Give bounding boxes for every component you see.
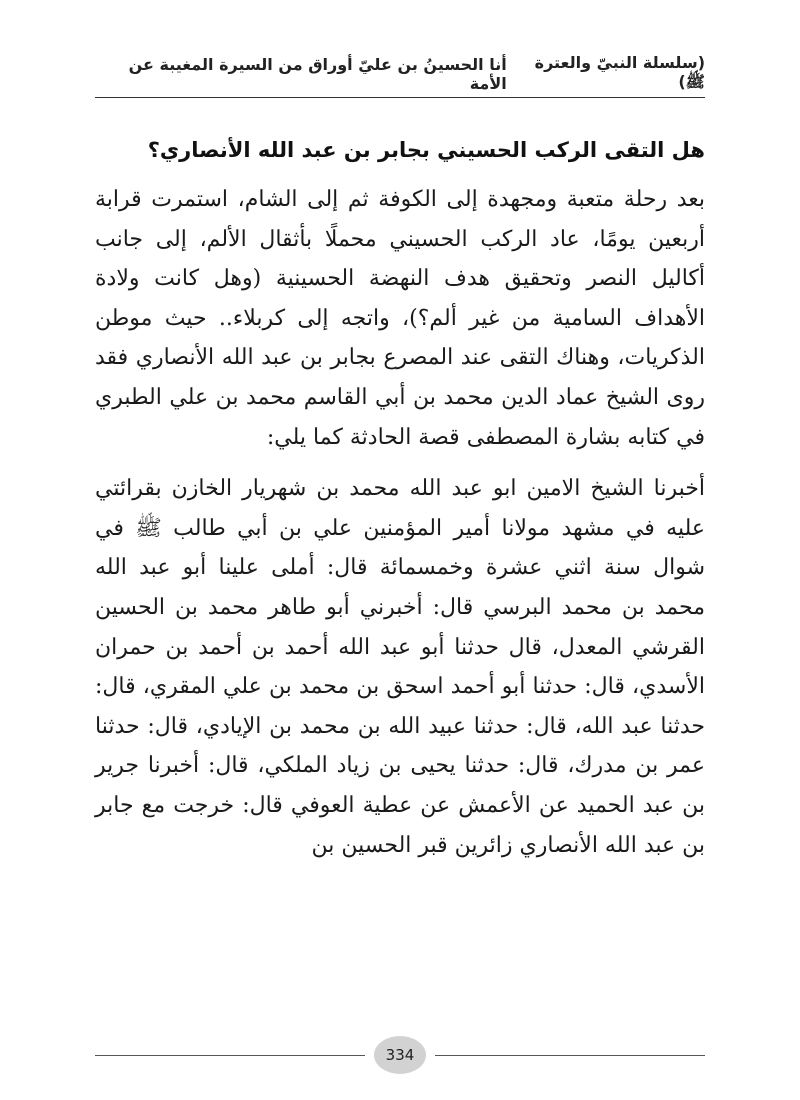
- header-divider: [95, 97, 705, 98]
- paragraph: بعد رحلة متعبة ومجهدة إلى الكوفة ثم إلى الشام، استمرت قرابة أربعين يومًا، عاد الركب الحسيني محملًا بأثقال الألم، إلى جانب أكاليل النصر وتحقيق هدف النهضة الحسينية (وهل كانت ولادة الأهداف السامية من غير ألم؟)، واتجه إلى كربلاء.. حيث موطن الذكريات، وهناك التقى عند المصرع بجابر بن عبد الله الأنصاري فقد روى الشيخ عماد الدين محمد بن أبي القاسم محمد بن علي الطبري في كتابه بشارة المصطفى قصة الحادثة كما يلي:: [95, 187, 705, 450]
- page-number: 334: [374, 1036, 426, 1074]
- footer-divider-left: [95, 1055, 365, 1056]
- body-text: [95, 180, 705, 865]
- book-title: أنا الحسينُ بن عليّ أوراق من السيرة المغيبة عن الأمة: [128, 55, 507, 93]
- series-title: (سلسلة النبيّ والعترة ﷺ): [534, 53, 705, 91]
- section-heading: هل التقى الركب الحسيني بجابر بن عبد الله الأنصاري؟: [147, 138, 705, 162]
- paragraph: أخبرنا الشيخ الامين ابو عبد الله محمد بن شهريار الخازن بقرائتي عليه في مشهد مولانا أمير المؤمنين علي بن أبي طالب ﷺ في شوال سنة اثني عشرة وخمسمائة قال: أملى علينا أبو عبد الله محمد بن محمد البرسي قال: أخبرني أبو طاهر محمد بن الحسين القرشي المعدل، قال حدثنا أبو عبد الله أحمد بن أحمد بن حمران الأسدي، قال: حدثنا أبو أحمد اسحق بن محمد بن علي المقري، قال: حدثنا عبد الله، قال: حدثنا عبيد الله بن محمد بن الإيادي، قال: حدثنا عمر بن مدرك، قال: حدثنا يحيى بن زياد الملكي، قال: أخبرنا جرير بن عبد الحميد عن الأعمش عن عطية العوفي قال: خرجت مع جابر بن عبد الله الأنصاري زائرين قبر الحسين بن: [95, 476, 705, 858]
- footer-divider-right: [435, 1055, 705, 1056]
- running-header: [95, 53, 705, 93]
